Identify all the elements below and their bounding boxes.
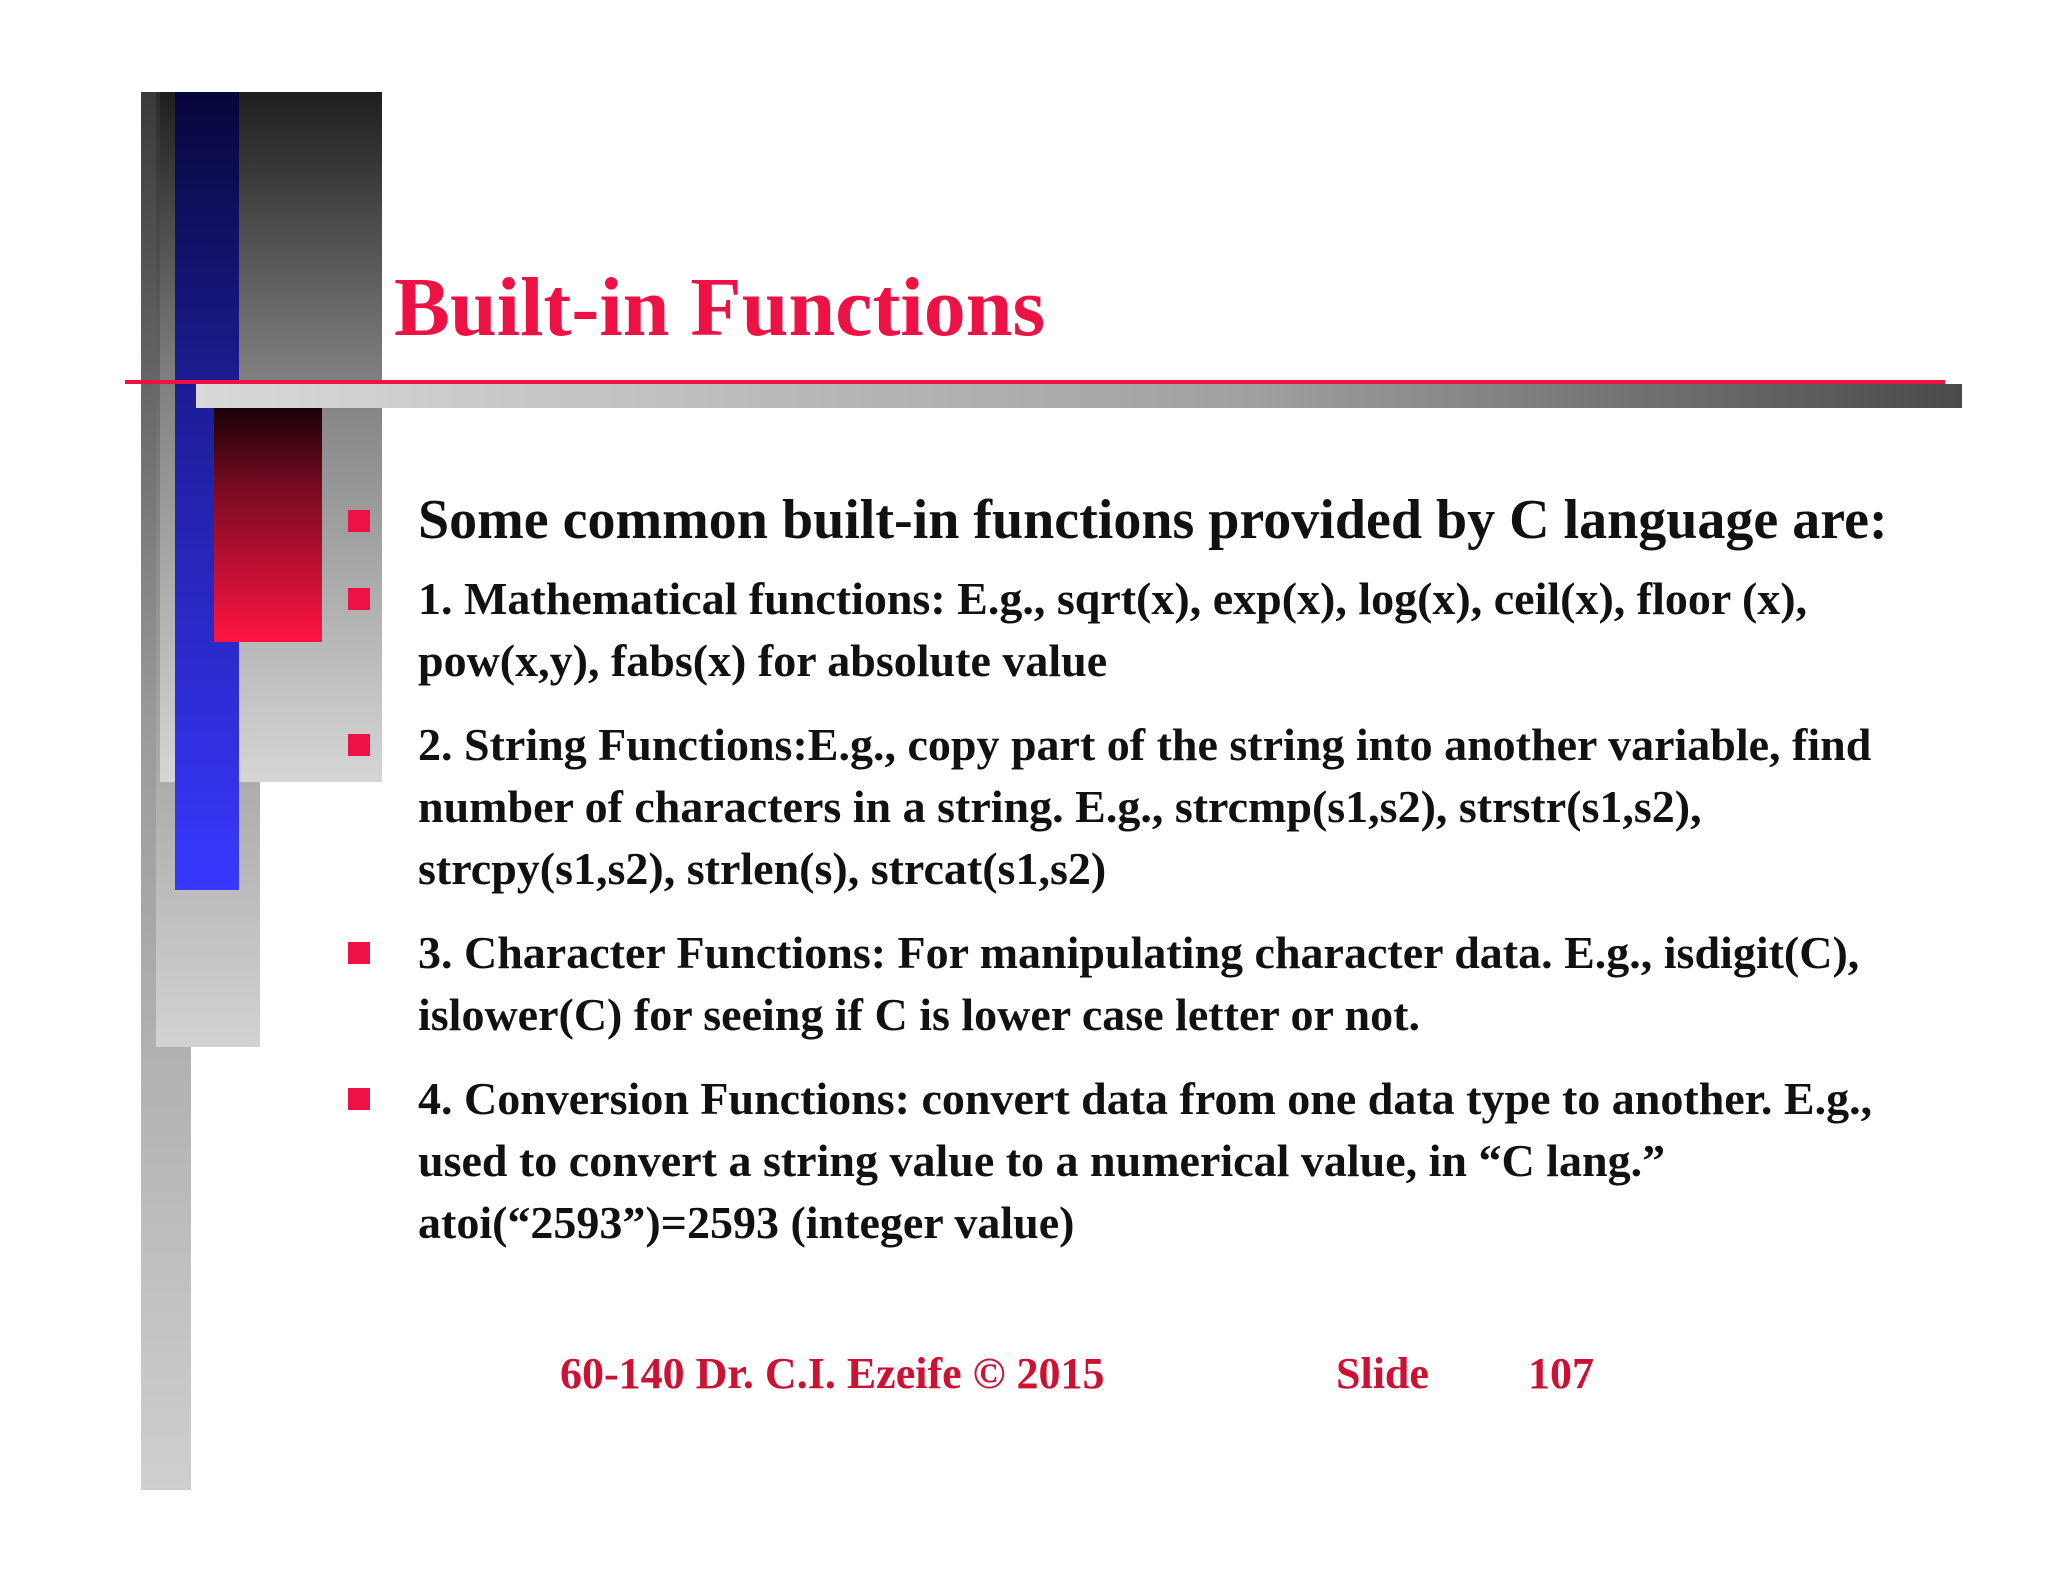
list-item-text: 1. Mathematical functions: E.g., sqrt(x), exp(x), log(x), ceil(x), floor (x), pow(x,y), fabs(x) for absolute value bbox=[418, 573, 1808, 686]
footer-course-info: 60-140 Dr. C.I. Ezeife © 2015 bbox=[560, 1349, 1105, 1398]
list-item bbox=[348, 482, 1908, 558]
square-bullet-icon bbox=[348, 510, 370, 532]
list-item bbox=[348, 1068, 1908, 1254]
square-bullet-icon bbox=[348, 1088, 370, 1110]
decorative-red-block bbox=[214, 408, 322, 642]
square-bullet-icon bbox=[348, 942, 370, 964]
list-item-text: 2. String Functions:E.g., copy part of the string into another variable, find number of characters in a string. E.g., strcmp(s1,s2), strstr(s1,s2), strcpy(s1,s2), strlen(s), strcat(s1,s2) bbox=[418, 719, 1872, 894]
square-bullet-icon bbox=[348, 588, 370, 610]
square-bullet-icon bbox=[348, 734, 370, 756]
slide-title: Built-in Functions bbox=[394, 261, 1046, 354]
list-item-text: 3. Character Functions: For manipulating character data. E.g., isdigit(C), islower(C) for seeing if C is lower case letter or not. bbox=[418, 927, 1860, 1040]
list-item bbox=[348, 714, 1908, 900]
list-item bbox=[348, 568, 1908, 692]
footer-slide-number: 107 bbox=[1528, 1349, 1594, 1398]
title-underline-shadow bbox=[196, 384, 1962, 408]
list-item bbox=[348, 922, 1908, 1046]
list-item-text: 4. Conversion Functions: convert data from one data type to another. E.g., used to convert a string value to a numerical value, in “C lang.” atoi(“2593”)=2593 (integer value) bbox=[418, 1073, 1873, 1248]
footer-slide-label: Slide bbox=[1336, 1349, 1429, 1398]
bullet-list bbox=[348, 482, 1908, 1276]
list-item-text: Some common built-in functions provided by C language are: bbox=[418, 489, 1888, 551]
